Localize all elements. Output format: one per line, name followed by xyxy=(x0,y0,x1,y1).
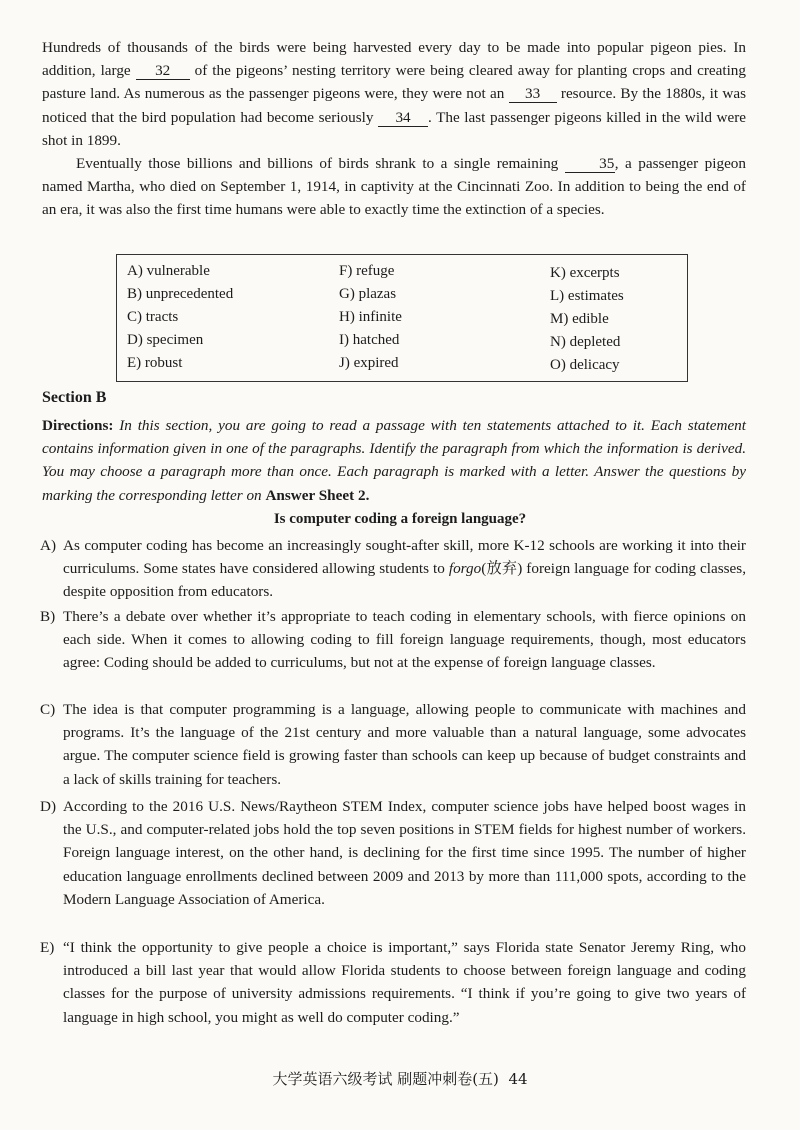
paragraph-b xyxy=(40,605,746,675)
passage-paragraph-final xyxy=(42,152,746,222)
directions-body: In this section, you are going to read a passage with ten statements attached to it. Each statement contains information given in one of the paragraphs. Identify the paragraph from which the information is derived. You may choose a paragraph more than once. Each paragraph is marked with a letter. Answer the questions by marking the corresponding letter on xyxy=(42,417,746,504)
paragraph-text: . The last passenger pigeons killed in the wild were shot in 1899. xyxy=(42,108,746,149)
paragraph-text: resource. By the 1880s, it was noticed that the bird population had become seriously xyxy=(42,85,747,126)
option-e: E) robust xyxy=(127,355,183,371)
answer-blank-34: 34 xyxy=(378,110,428,127)
option-b: B) unprecedented xyxy=(127,286,234,302)
directions-text xyxy=(42,414,746,507)
paragraph-letter: B) xyxy=(40,608,56,625)
page-number: 44 xyxy=(508,1070,528,1088)
paragraph-d xyxy=(40,795,746,911)
option-k: K) excerpts xyxy=(550,265,620,281)
paragraph-body: According to the 2016 U.S. News/Raytheon STEM Index, computer science jobs have helped boost wages in the U.S., and computer-related jobs hold the top seven positions in STEM fields for highest number of workers. Foreign language interest, on the other hand, is declining for the first time since 1995. The number of higher education language enrollments declined between 2009 and 2013 by more than 111,000 spots, according to the Modern Language Association of America. xyxy=(63,798,746,908)
option-g: G) plazas xyxy=(339,286,397,302)
option-o: O) delicacy xyxy=(550,357,620,373)
paragraph-text: Eventually those billions and billions of birds shrank to a single remaining xyxy=(76,155,565,172)
option-m: M) edible xyxy=(550,311,609,327)
directions-period: . xyxy=(365,486,370,504)
paragraph-text: Hundreds of thousands of the birds were being harvested every day to be made into popular pigeon pies. In addition, large xyxy=(42,39,746,80)
paragraph-a xyxy=(40,534,746,604)
directions-label: Directions: xyxy=(42,417,114,434)
paragraph-body xyxy=(63,534,746,604)
option-i: I) hatched xyxy=(339,332,400,348)
paragraph-letter: D) xyxy=(40,798,57,815)
option-h: H) infinite xyxy=(339,309,402,325)
paragraph-text: , a passenger pigeon named Martha, who died on September 1, 1914, in captivity at the Cincinnati Zoo. In addition to being the end of an era, it was also the first time humans were able to exactly time the extinction of a species. xyxy=(42,155,746,219)
italic-term: forgo xyxy=(448,560,482,578)
paragraph-text: of the pigeons’ nesting territory were being cleared away for planting crops and creating pasture land. As numerous as the passenger pigeons were, they were not an xyxy=(42,62,746,103)
option-d: D) specimen xyxy=(127,332,204,348)
option-n: N) depleted xyxy=(550,334,621,350)
answer-blank-33: 33 xyxy=(509,86,557,103)
paragraph-body: “I think the opportunity to give people a choice is important,” says Florida state Senator Jeremy Ring, who introduced a bill last year that would allow Florida students to choose between foreign language and coding classes for the purpose of university admissions requirements. “I think if you’re going to give two years of language in high school, you might as well do computer coding.” xyxy=(63,939,746,1026)
answer-blank-32: 32 xyxy=(136,63,190,80)
option-c: C) tracts xyxy=(127,309,179,325)
option-j: J) expired xyxy=(339,355,399,371)
passage-title: Is computer coding a foreign language? xyxy=(273,511,527,527)
footer-title: 大学英语六级考试 刷题冲刺卷(五) xyxy=(272,1070,499,1088)
answer-sheet-ref: Answer Sheet 2 xyxy=(265,486,366,504)
paragraph-body: There’s a debate over whether it’s appropriate to teach coding in elementary schools, with fierce opinions on each side. When it comes to allowing coding to fill foreign language requirements, though, most educators agree: Coding should be added to curriculums, but not at the expense of foreign language classes. xyxy=(63,608,746,672)
option-f: F) refuge xyxy=(339,263,395,279)
page-footer xyxy=(0,1068,800,1089)
paragraph-e xyxy=(40,936,746,1029)
paragraph-body: The idea is that computer programming is a language, allowing people to communicate with machines and programs. It’s the language of the 21st century and more valuable than a natural language, some advocates argue. The computer science field is growing faster than schools can keep up because of budget constraints and a lack of skills training for teachers. xyxy=(63,701,746,788)
word-bank-box xyxy=(116,254,688,382)
passage-paragraph-continued xyxy=(42,36,746,152)
paragraph-letter: C) xyxy=(40,701,56,718)
paragraph-text: (放弃) foreign language for coding classes, despite opposition from educators. xyxy=(63,560,746,601)
paragraph-c xyxy=(40,698,746,791)
section-heading: Section B xyxy=(42,389,107,406)
paragraph-letter: E) xyxy=(40,939,55,956)
paragraph-text: As computer coding has become an increasingly sought-after skill, more K-12 schools are working it into their curriculums. Some states have considered allowing students to xyxy=(63,537,746,578)
answer-blank-35: 35 xyxy=(565,156,615,173)
option-l: L) estimates xyxy=(550,288,624,304)
option-a: A) vulnerable xyxy=(127,263,210,279)
paragraph-letter: A) xyxy=(40,537,57,554)
